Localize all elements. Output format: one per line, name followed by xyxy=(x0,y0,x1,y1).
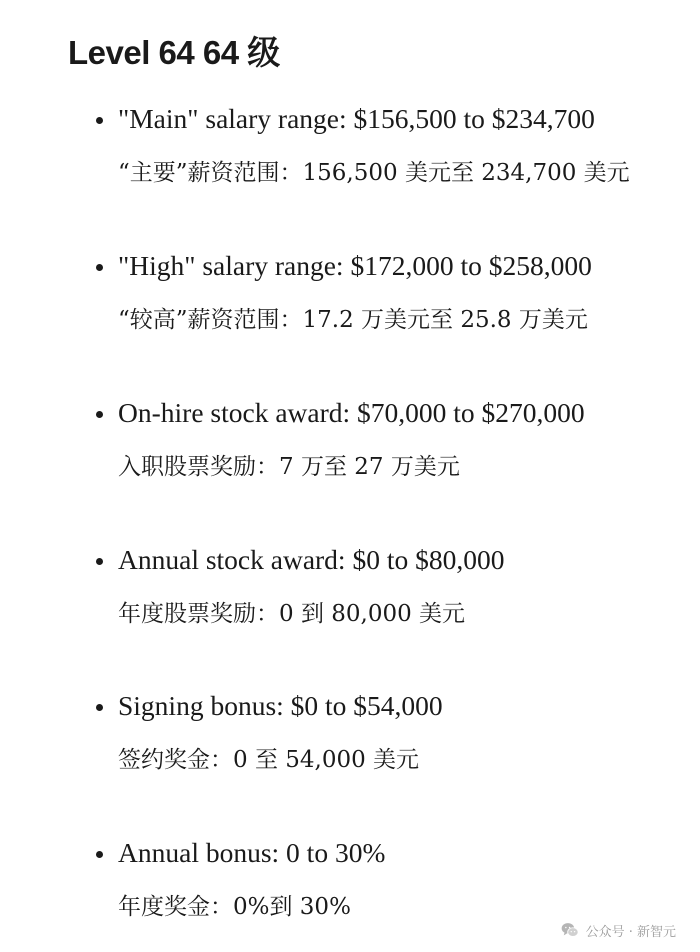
item-english-text: "Main" salary range: $156,500 to $234,700 xyxy=(118,103,595,134)
watermark xyxy=(560,920,676,940)
item-english-text: On-hire stock award: $70,000 to $270,000 xyxy=(118,397,585,428)
item-chinese-text: “较高”薪资范围：17.2 万美元至 25.8 万美元 xyxy=(118,307,588,333)
bullet-icon xyxy=(96,117,103,124)
item-chinese-text: 年度奖金：0%到 30% xyxy=(118,894,351,920)
page-title: Level 64 64 级 xyxy=(68,34,280,71)
bullet-icon xyxy=(96,264,103,271)
bullet-icon xyxy=(96,851,103,858)
wechat-icon xyxy=(560,920,580,940)
item-english-text: Annual bonus: 0 to 30% xyxy=(118,837,386,868)
item-chinese-text: 入职股票奖励：7 万至 27 万美元 xyxy=(118,454,460,480)
item-chinese-text: “主要”薪资范围：156,500 美元至 234,700 美元 xyxy=(118,160,630,186)
bullet-icon xyxy=(96,704,103,711)
item-english-text: Signing bonus: $0 to $54,000 xyxy=(118,690,443,721)
item-english-text: Annual stock award: $0 to $80,000 xyxy=(118,544,505,575)
watermark-text: 公众号 · 新智元 xyxy=(585,924,676,940)
bullet-icon xyxy=(96,558,103,565)
item-english-text: "High" salary range: $172,000 to $258,000 xyxy=(118,250,592,281)
bullet-icon xyxy=(96,411,103,418)
item-chinese-text: 年度股票奖励：0 到 80,000 美元 xyxy=(118,601,466,627)
item-chinese-text: 签约奖金：0 至 54,000 美元 xyxy=(118,747,420,773)
